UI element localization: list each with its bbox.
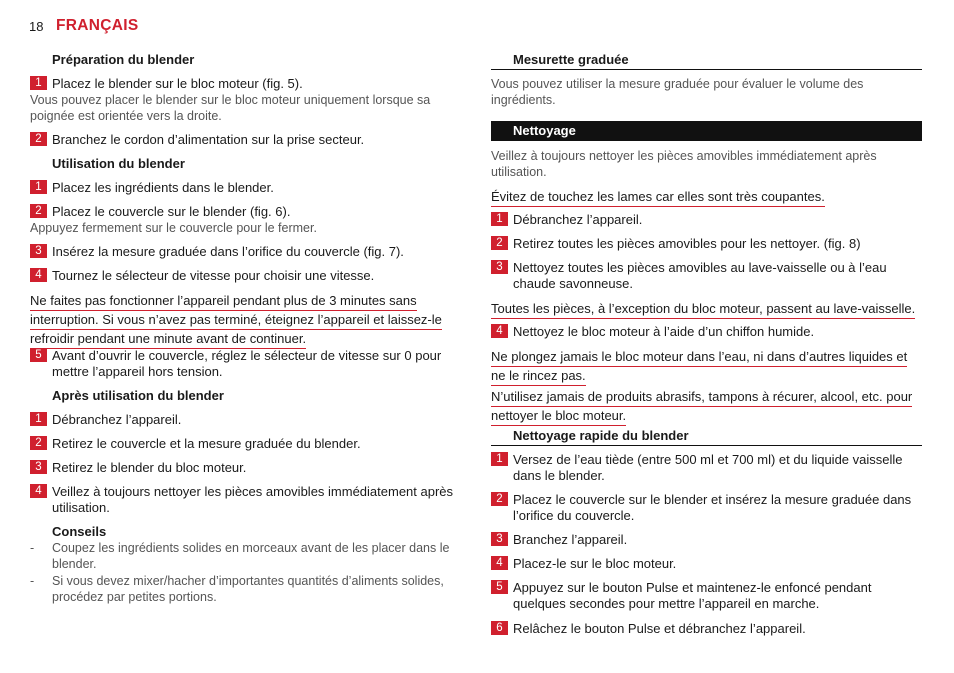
clean-warning-water [491,348,923,386]
quick-step-4 [491,556,923,572]
step-text: Relâchez le bouton Pulse et débranchez l’appareil. [513,621,806,636]
step-number: 5 [491,580,508,594]
quick-heading: Nettoyage rapide du blender [491,428,922,446]
step-text: Placez le couvercle sur le blender (fig. 6). [52,204,291,219]
step-number: 1 [491,452,508,466]
quick-step-6 [491,621,923,637]
step-text: Nettoyez toutes les pièces amovibles au lave-vaisselle ou à l’eau chaude savonneuse. [513,260,887,291]
step-text: Placez le blender sur le bloc moteur (fig. 5). [52,76,303,91]
after-step-2 [30,436,460,452]
tip-dash: - [30,574,35,588]
use-note: Appuyez fermement sur le couvercle pour le fermer. [30,221,317,235]
tip-text: Coupez les ingrédients solides en morceaux avant de les placer dans le blender. [52,541,450,571]
prep-heading: Préparation du blender [52,52,195,67]
quick-step-1 [491,452,923,484]
use-step-5 [30,348,460,380]
tip-2 [30,573,460,605]
step-number: 2 [30,132,47,146]
step-text: Débranchez l’appareil. [513,212,643,227]
language-title: FRANÇAIS [56,17,139,34]
step-number: 1 [30,180,47,194]
measure-heading: Mesurette graduée [491,52,922,70]
use-step-3 [30,244,460,260]
step-number: 1 [30,412,47,426]
step-number: 1 [491,212,508,226]
after-step-1 [30,412,460,428]
step-number: 2 [30,204,47,218]
step-text: Nettoyez le bloc moteur à l’aide d’un chiffon humide. [513,324,815,339]
clean-text: Veillez à toujours nettoyer les pièces amovibles immédiatement après utilisation. [491,149,877,179]
warning-line: ne le rincez pas. [491,368,586,386]
after-step-3 [30,460,460,476]
after-heading: Après utilisation du blender [52,388,224,403]
step-text: Retirez le couvercle et la mesure graduée du blender. [52,436,361,451]
step-number: 5 [30,348,47,362]
clean-warning-abrasive [491,388,923,426]
warning-line: refroidir pendant une minute avant de continuer. [30,331,306,349]
use-heading: Utilisation du blender [52,156,185,171]
tip-1 [30,540,460,572]
prep-step-2 [30,132,460,148]
warning-line: Ne plongez jamais le bloc moteur dans l’eau, ni dans d’autres liquides et [491,349,907,367]
quick-step-3 [491,532,923,548]
prep-step-1 [30,76,460,92]
step-text: Insérez la mesure graduée dans l’orifice du couvercle (fig. 7). [52,244,404,259]
step-number: 2 [491,492,508,506]
step-number: 2 [30,436,47,450]
clean-step-2 [491,236,923,252]
step-number: 6 [491,621,508,635]
step-number: 3 [491,260,508,274]
clean-heading: Nettoyage [491,121,922,141]
after-step-4 [30,484,460,516]
step-number: 3 [30,460,47,474]
step-text: Placez les ingrédients dans le blender. [52,180,274,195]
tip-dash: - [30,541,35,555]
step-text: Tournez le sélecteur de vitesse pour choisir une vitesse. [52,268,375,283]
prep-note: Vous pouvez placer le blender sur le bloc moteur uniquement lorsque sa poignée est orientée vers la droite. [30,93,431,123]
page-number: 18 [29,19,44,34]
step-number: 4 [491,324,508,338]
warning-line: interruption. Si vous n’avez pas terminé, éteignez l’appareil et laissez-le [30,312,442,330]
measure-text: Vous pouvez utiliser la mesure graduée pour évaluer le volume des ingrédients. [491,77,864,107]
step-text: Placez le couvercle sur le blender et insérez la mesure graduée dans l’orifice du couvercle. [513,492,912,523]
step-text: Retirez le blender du bloc moteur. [52,460,247,475]
step-number: 3 [30,244,47,258]
warning-line: Ne faites pas fonctionner l’appareil pendant plus de 3 minutes sans [30,293,417,311]
step-text: Placez-le sur le bloc moteur. [513,556,677,571]
quick-step-5 [491,580,923,612]
warning-line: nettoyer le bloc moteur. [491,408,626,426]
use-step-1 [30,180,460,196]
clean-warning-dishwasher [491,300,923,319]
clean-step-4 [491,324,923,340]
step-number: 4 [491,556,508,570]
warning-line: Toutes les pièces, à l’exception du bloc moteur, passent au lave-vaisselle. [491,301,915,319]
step-text: Appuyez sur le bouton Pulse et maintenez-le enfoncé pendant quelques secondes pour mettre l’appareil en marche. [513,580,872,611]
warning-line: Évitez de touchez les lames car elles sont très coupantes. [491,189,825,207]
warning-line: N’utilisez jamais de produits abrasifs, tampons à récurer, alcool, etc. pour [491,389,912,407]
use-step-2 [30,204,460,220]
use-warning [30,292,462,349]
step-text: Branchez l’appareil. [513,532,628,547]
step-text: Veillez à toujours nettoyer les pièces amovibles immédiatement après utilisation. [52,484,454,515]
tips-heading: Conseils [52,524,107,539]
step-number: 2 [491,236,508,250]
step-text: Débranchez l’appareil. [52,412,182,427]
clean-step-1 [491,212,923,228]
step-text: Versez de l’eau tiède (entre 500 ml et 700 ml) et du liquide vaisselle dans le blender. [513,452,903,483]
step-number: 1 [30,76,47,90]
clean-warning-blades [491,188,923,207]
step-text: Retirez toutes les pièces amovibles pour les nettoyer. (fig. 8) [513,236,861,251]
quick-step-2 [491,492,923,524]
tip-text: Si vous devez mixer/hacher d’importantes quantités d’aliments solides, procédez par petites portions. [52,574,444,604]
step-number: 3 [491,532,508,546]
step-number: 4 [30,268,47,282]
use-step-4 [30,268,460,284]
clean-step-3 [491,260,923,292]
step-number: 4 [30,484,47,498]
step-text: Avant d’ouvrir le couvercle, réglez le sélecteur de vitesse sur 0 pour mettre l’appareil hors tension. [52,348,442,379]
step-text: Branchez le cordon d’alimentation sur la prise secteur. [52,132,365,147]
